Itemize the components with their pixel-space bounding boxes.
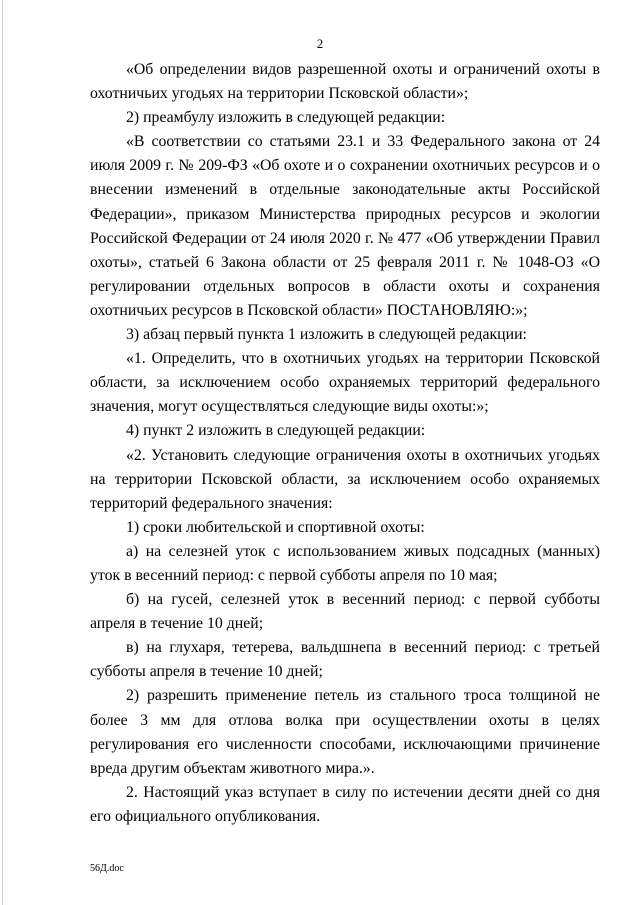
paragraph: 3) абзац первый пункта 1 изложить в следующей редакции:	[126, 326, 527, 344]
paragraph: а) на селезней уток с использованием живых подсадных (манных) уток в весенний период: с первой субботы апреля по 10 мая;	[90, 542, 600, 584]
scan-edge-mark	[2, 0, 3, 905]
paragraph: «В соответствии со статьями 23.1 и 33 Федерального закона от 24 июля 2009 г. № 209-ФЗ «Об охоте и о сохранении охотничьих ресурсов и о внесении изменений в отдельные законодательные акты Российской Федерации», приказом Министерства природных ресурсов и экологии Российской Федерации от 24 июля 2020 г. № 477 «Об утверждении Правил охоты», статьей 6 Закона области от 25 февраля 2011 г. № 1048-ОЗ «О регулировании отдельных вопросов в области охоты и сохранения охотничьих ресурсов в Псковской области» ПОСТАНОВЛЯЮ:»;	[90, 133, 600, 319]
paragraph: 2. Настоящий указ вступает в силу по истечении десяти дней со дня его официального опубликования.	[90, 783, 600, 825]
footer-filename: 56Д.doc	[90, 863, 124, 874]
paragraph: б) на гусей, селезней уток в весенний период: с первой субботы апреля в течение 10 дней;	[90, 591, 600, 633]
paragraph: 2) разрешить применение петель из стального троса толщиной не более 3 мм для отлова волка при осуществлении охоты в целях регулирования его численности способами, исключающими причинение вреда другим объектам животного мира.».	[90, 687, 600, 777]
paragraph: в) на глухаря, тетерева, вальдшнепа в весенний период: с третьей субботы апреля в течение 10 дней;	[90, 639, 600, 681]
page-number: 2	[316, 36, 324, 51]
paragraph: 1) сроки любительской и спортивной охоты:	[126, 518, 425, 536]
paragraph: «1. Определить, что в охотничьих угодьях на территории Псковской области, за исключением особо охраняемых территорий федерального значения, могут осуществляться следующие виды охоты:»;	[90, 350, 600, 416]
paragraph: «Об определении видов разрешенной охоты и ограничений охоты в охотничьих угодьях на территории Псковской области»;	[90, 61, 600, 103]
paragraph: 2) преамбулу изложить в следующей редакции:	[126, 109, 446, 127]
paragraph: 4) пункт 2 изложить в следующей редакции:	[126, 422, 426, 440]
document-body	[90, 58, 600, 829]
paragraph: «2. Установить следующие ограничения охоты в охотничьих угодьях на территории Псковской области, за исключением особо охраняемых территорий федерального значения:	[90, 446, 600, 512]
